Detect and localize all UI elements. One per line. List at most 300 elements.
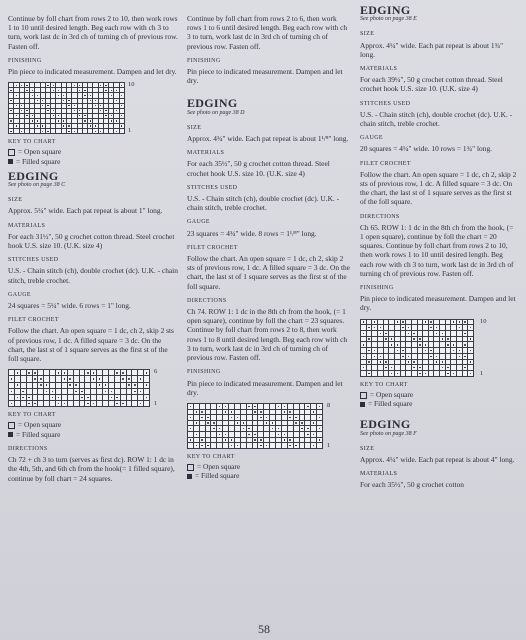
- chart-cell: [412, 371, 417, 376]
- chart-cell: [229, 443, 234, 448]
- directions-text: Ch 72 + ch 3 to turn (serves as first dc). ROW 1: 1 dc in the 4th, 5th, and 6th ch from the hook(= 1 filled square), continue by foll chart = 24 squares.: [8, 455, 175, 483]
- chart-cell: [406, 325, 411, 330]
- chart-cell: [103, 383, 108, 388]
- chart-cell: [282, 404, 287, 409]
- finishing-text: Pin piece to indicated measurement. Dampen and let dry.: [187, 67, 343, 86]
- chart-cell: [114, 104, 118, 108]
- chart-cell: [46, 124, 50, 128]
- chart-cell: [300, 410, 305, 415]
- chart-cell: [440, 325, 445, 330]
- chart-cell: [378, 320, 383, 325]
- chart-cell: [115, 370, 120, 375]
- chart-cell: [50, 383, 55, 388]
- chart-cell: [188, 415, 193, 420]
- chart-cell: [423, 348, 428, 353]
- chart-cell: [21, 370, 26, 375]
- chart-cell: [418, 342, 423, 347]
- chart-cell: [30, 88, 34, 92]
- chart-cell: [15, 376, 20, 381]
- chart-cell: [288, 404, 293, 409]
- section-title: EDGING: [360, 417, 411, 432]
- chart-cell: [103, 395, 108, 400]
- chart-cell: [258, 410, 263, 415]
- chart-cell: [41, 88, 45, 92]
- row-label-top: 10: [128, 81, 135, 89]
- chart-cell: [109, 83, 113, 87]
- chart-cell: [104, 109, 108, 113]
- chart-cell: [429, 371, 434, 376]
- directions-heading: DIRECTIONS: [360, 213, 400, 220]
- chart-cell: [395, 331, 400, 336]
- chart-cell: [50, 370, 55, 375]
- chart-cell: [361, 331, 366, 336]
- finishing-text: Pin piece to indicated measurement. Dampen and let dry.: [187, 378, 343, 397]
- chart-cell: [91, 401, 96, 406]
- chart-cell: [463, 320, 468, 325]
- chart-cell: [38, 401, 43, 406]
- chart-cell: [62, 119, 66, 123]
- chart-cell: [44, 395, 49, 400]
- chart-cell: [384, 325, 389, 330]
- chart-cell: [401, 331, 406, 336]
- chart-cell: [418, 365, 423, 370]
- chart-cell: [67, 99, 71, 103]
- filled-square-icon: [187, 474, 192, 479]
- key-filled: = Filled square: [187, 471, 351, 480]
- chart-cell: [372, 325, 377, 330]
- chart-cell: [62, 129, 66, 133]
- chart-cell: [144, 376, 149, 381]
- chart-cell: [35, 93, 39, 97]
- chart-cell: [463, 371, 468, 376]
- chart-cell: [258, 438, 263, 443]
- chart-cell: [446, 360, 451, 365]
- chart-cell: [423, 331, 428, 336]
- chart-cell: [423, 354, 428, 359]
- chart-cell: [446, 331, 451, 336]
- chart-cell: [138, 383, 143, 388]
- chart-cell: [56, 88, 60, 92]
- chart-cell: [46, 99, 50, 103]
- chart-cell: [276, 426, 281, 431]
- chart-cell: [372, 354, 377, 359]
- chart-cell: [384, 331, 389, 336]
- chart-cell: [14, 104, 18, 108]
- chart-cell: [389, 320, 394, 325]
- chart-cell: [367, 337, 372, 342]
- size-text: Approx. 4¾" wide. Each pat repeat is about 1¹/⁸" long.: [187, 134, 349, 144]
- open-square-icon: [8, 149, 15, 156]
- chart-cell: [423, 360, 428, 365]
- chart-cell: [38, 395, 43, 400]
- chart-cell: [99, 119, 103, 123]
- filled-square-icon: [360, 402, 365, 407]
- chart-cell: [429, 348, 434, 353]
- chart-cell: [83, 119, 87, 123]
- filet-text: Follow the chart. An open square = 1 dc, ch 2, skip 2 sts of previous row, 1 dc. A filled square = 3 dc. On the chart, the last st of 1 square serves as the first st of the foll square.: [360, 169, 517, 207]
- chart-cell: [67, 109, 71, 113]
- chart-cell: [258, 421, 263, 426]
- chart-cell: [80, 383, 85, 388]
- chart-cell: [395, 360, 400, 365]
- chart-cell: [406, 320, 411, 325]
- column-middle: [187, 14, 351, 483]
- chart-cell: [457, 371, 462, 376]
- chart-cell: [418, 371, 423, 376]
- chart-cell: [451, 371, 456, 376]
- chart-cell: [27, 389, 32, 394]
- chart-cell: [253, 426, 258, 431]
- chart-cell: [91, 376, 96, 381]
- chart-cell: [457, 365, 462, 370]
- chart-cell: [457, 325, 462, 330]
- chart-cell: [121, 383, 126, 388]
- chart-cell: [144, 383, 149, 388]
- chart-cell: [406, 365, 411, 370]
- chart-cell: [361, 342, 366, 347]
- chart-cell: [91, 383, 96, 388]
- chart-cell: [46, 129, 50, 133]
- chart-cell: [78, 93, 82, 97]
- finishing-heading: FINISHING: [8, 57, 42, 64]
- chart-cell: [72, 83, 76, 87]
- chart-cell: [440, 348, 445, 353]
- column-left: [8, 14, 178, 486]
- chart-cell: [93, 104, 97, 108]
- chart-1: [8, 81, 135, 135]
- chart-cell: [294, 443, 299, 448]
- chart-cell: [457, 320, 462, 325]
- chart-cell: [83, 99, 87, 103]
- chart-cell: [217, 443, 222, 448]
- chart-cell: [206, 404, 211, 409]
- chart-cell: [109, 124, 113, 128]
- chart-cell: [56, 124, 60, 128]
- chart-cell: [9, 93, 13, 97]
- chart-cell: [389, 331, 394, 336]
- chart-cell: [229, 421, 234, 426]
- chart-cell: [264, 415, 269, 420]
- chart-cell: [235, 404, 240, 409]
- chart-cell: [300, 438, 305, 443]
- chart-cell: [211, 410, 216, 415]
- chart-cell: [38, 383, 43, 388]
- chart-cell: [44, 370, 49, 375]
- chart-cell: [15, 383, 20, 388]
- chart-cell: [451, 365, 456, 370]
- chart-cell: [80, 389, 85, 394]
- chart-cell: [56, 99, 60, 103]
- chart-cell: [223, 438, 228, 443]
- chart-cell: [120, 83, 124, 87]
- chart-cell: [241, 410, 246, 415]
- chart-cell: [406, 337, 411, 342]
- open-square-icon: [360, 392, 367, 399]
- chart-cell: [384, 348, 389, 353]
- chart-cell: [468, 342, 473, 347]
- chart-cell: [276, 421, 281, 426]
- key-open: = Open square: [8, 147, 178, 156]
- chart-cell: [25, 99, 29, 103]
- chart-cell: [56, 114, 60, 118]
- chart-cell: [429, 325, 434, 330]
- chart-cell: [68, 370, 73, 375]
- chart-cell: [406, 371, 411, 376]
- chart-cell: [253, 421, 258, 426]
- chart-cell: [132, 389, 137, 394]
- chart-cell: [434, 337, 439, 342]
- key-filled: = Filled square: [8, 430, 178, 439]
- chart-cell: [247, 421, 252, 426]
- chart-cell: [206, 421, 211, 426]
- chart-cell: [367, 354, 372, 359]
- chart-cell: [401, 337, 406, 342]
- chart-cell: [14, 114, 18, 118]
- chart-cell: [127, 383, 132, 388]
- chart-cell: [247, 438, 252, 443]
- chart-cell: [264, 410, 269, 415]
- chart-cell: [311, 410, 316, 415]
- chart-cell: [468, 371, 473, 376]
- chart-cell: [109, 109, 113, 113]
- chart-cell: [412, 342, 417, 347]
- key-heading: KEY TO CHART: [8, 412, 56, 419]
- materials-heading: MATERIALS: [8, 222, 46, 229]
- chart-cell: [33, 370, 38, 375]
- chart-cell: [418, 348, 423, 353]
- chart-cell: [38, 376, 43, 381]
- chart-cell: [188, 432, 193, 437]
- chart-cell: [294, 415, 299, 420]
- chart-cell: [412, 325, 417, 330]
- chart-cell: [367, 365, 372, 370]
- chart-cell: [282, 443, 287, 448]
- chart-cell: [25, 104, 29, 108]
- chart-cell: [9, 370, 14, 375]
- chart-cell: [440, 342, 445, 347]
- chart-cell: [194, 404, 199, 409]
- chart-cell: [468, 325, 473, 330]
- chart-cell: [282, 421, 287, 426]
- chart-4: [360, 317, 487, 377]
- chart-cell: [401, 354, 406, 359]
- chart-cell: [389, 360, 394, 365]
- filet-text: Follow the chart. An open square = 1 dc, ch 2, skip 2 sts of previous row, 1 dc. A filled square = 3 dc. On the chart, the last st of 1 square serves as the first st of the foll square.: [187, 254, 350, 291]
- chart-cell: [367, 348, 372, 353]
- chart-cell: [30, 124, 34, 128]
- chart-cell: [88, 114, 92, 118]
- chart-cell: [412, 320, 417, 325]
- chart-cell: [138, 389, 143, 394]
- chart-cell: [235, 421, 240, 426]
- chart-cell: [9, 395, 14, 400]
- chart-cell: [120, 99, 124, 103]
- chart-cell: [62, 114, 66, 118]
- chart-cell: [258, 404, 263, 409]
- chart-cell: [88, 93, 92, 97]
- chart-cell: [418, 320, 423, 325]
- chart-cell: [317, 404, 322, 409]
- chart-cell: [20, 124, 24, 128]
- chart-cell: [114, 129, 118, 133]
- chart-cell: [85, 401, 90, 406]
- chart-cell: [127, 370, 132, 375]
- chart-cell: [93, 99, 97, 103]
- chart-cell: [247, 426, 252, 431]
- chart-cell: [109, 114, 113, 118]
- chart-cell: [264, 443, 269, 448]
- chart-cell: [317, 421, 322, 426]
- chart-cell: [144, 389, 149, 394]
- chart-cell: [378, 325, 383, 330]
- open-square-icon: [8, 422, 15, 429]
- chart-cell: [14, 88, 18, 92]
- chart-cell: [67, 93, 71, 97]
- chart-cell: [270, 415, 275, 420]
- chart-cell: [97, 401, 102, 406]
- chart-cell: [72, 99, 76, 103]
- chart-cell: [434, 360, 439, 365]
- chart-cell: [468, 331, 473, 336]
- chart-cell: [72, 129, 76, 133]
- chart-cell: [62, 370, 67, 375]
- chart-cell: [429, 331, 434, 336]
- chart-cell: [423, 320, 428, 325]
- chart-cell: [35, 124, 39, 128]
- chart-cell: [217, 410, 222, 415]
- chart-cell: [20, 119, 24, 123]
- chart-cell: [14, 129, 18, 133]
- chart-cell: [99, 124, 103, 128]
- chart-cell: [51, 114, 55, 118]
- chart-cell: [241, 432, 246, 437]
- chart-cell: [46, 88, 50, 92]
- chart-cell: [194, 415, 199, 420]
- chart-cell: [389, 365, 394, 370]
- chart-grid: [8, 369, 150, 407]
- chart-cell: [194, 421, 199, 426]
- chart-cell: [62, 109, 66, 113]
- chart-cell: [217, 421, 222, 426]
- chart-cell: [264, 404, 269, 409]
- chart-cell: [103, 389, 108, 394]
- chart-cell: [188, 438, 193, 443]
- chart-cell: [51, 124, 55, 128]
- chart-cell: [361, 320, 366, 325]
- chart-cell: [91, 389, 96, 394]
- chart-cell: [463, 365, 468, 370]
- chart-cell: [300, 404, 305, 409]
- chart-cell: [188, 443, 193, 448]
- chart-cell: [109, 93, 113, 97]
- chart-cell: [446, 320, 451, 325]
- chart-cell: [361, 360, 366, 365]
- chart-cell: [74, 383, 79, 388]
- finishing-heading: FINISHING: [187, 369, 221, 376]
- chart-cell: [109, 129, 113, 133]
- chart-cell: [311, 438, 316, 443]
- chart-cell: [440, 371, 445, 376]
- chart-cell: [457, 331, 462, 336]
- chart-cell: [440, 360, 445, 365]
- chart-cell: [38, 389, 43, 394]
- open-square-icon: [187, 464, 194, 471]
- chart-cell: [9, 88, 13, 92]
- chart-cell: [429, 337, 434, 342]
- stitches-text: U.S. - Chain stitch (ch), double crochet (dc). U.K. - chain stitch, treble crochet.: [187, 194, 340, 213]
- chart-cell: [305, 415, 310, 420]
- chart-cell: [80, 395, 85, 400]
- chart-cell: [217, 426, 222, 431]
- chart-cell: [468, 354, 473, 359]
- chart-cell: [206, 432, 211, 437]
- chart-cell: [384, 320, 389, 325]
- chart-cell: [378, 371, 383, 376]
- chart-cell: [200, 404, 205, 409]
- chart-cell: [30, 93, 34, 97]
- filet-heading: FILET CROCHET: [360, 160, 411, 167]
- chart-cell: [15, 370, 20, 375]
- chart-cell: [418, 325, 423, 330]
- chart-cell: [72, 124, 76, 128]
- chart-cell: [468, 365, 473, 370]
- chart-cell: [188, 404, 193, 409]
- chart-cell: [468, 320, 473, 325]
- chart-cell: [46, 83, 50, 87]
- chart-cell: [67, 114, 71, 118]
- chart-cell: [80, 376, 85, 381]
- chart-cell: [88, 99, 92, 103]
- chart-cell: [35, 104, 39, 108]
- chart-cell: [109, 88, 113, 92]
- chart-cell: [305, 426, 310, 431]
- size-heading: SIZE: [360, 445, 375, 452]
- row-label-top: 8: [327, 401, 331, 409]
- chart-cell: [21, 401, 26, 406]
- chart-cell: [270, 443, 275, 448]
- chart-cell: [25, 83, 29, 87]
- key-heading: KEY TO CHART: [360, 381, 408, 388]
- chart-cell: [27, 376, 32, 381]
- chart-cell: [241, 438, 246, 443]
- key-open: = Open square: [8, 420, 178, 429]
- chart-cell: [138, 401, 143, 406]
- chart-cell: [109, 104, 113, 108]
- chart-cell: [78, 99, 82, 103]
- chart-cell: [367, 371, 372, 376]
- filet-text: Follow the chart. An open square = 1 dc, ch 2, skip 2 sts of previous row, 1 dc. A filled square = 3 dc. On the chart, the last st of 1 square serves as the first st of the foll square.: [8, 326, 174, 364]
- chart-cell: [229, 432, 234, 437]
- chart-cell: [418, 354, 423, 359]
- chart-cell: [384, 365, 389, 370]
- chart-cell: [25, 114, 29, 118]
- chart-cell: [305, 421, 310, 426]
- chart-cell: [434, 371, 439, 376]
- directions-text: Ch 65. ROW 1: 1 dc in the 8th ch from the hook, (= 1 open square), continue by foll the chart = 20 squares. Continue by foll chart from rows 2 to 10, then work rows 1 to 10 until desired length. Beg each row with ch 3 to turn, work last dc in 3rd ch of turning ch of previous row. Fasten off.: [360, 222, 514, 278]
- chart-cell: [372, 371, 377, 376]
- chart-cell: [41, 83, 45, 87]
- chart-cell: [68, 395, 73, 400]
- chart-cell: [14, 124, 18, 128]
- chart-cell: [68, 376, 73, 381]
- chart-cell: [412, 331, 417, 336]
- chart-cell: [451, 320, 456, 325]
- chart-cell: [78, 124, 82, 128]
- chart-cell: [51, 109, 55, 113]
- chart-cell: [235, 438, 240, 443]
- photo-reference: See photo on page 38 C: [8, 182, 66, 189]
- chart-cell: [270, 410, 275, 415]
